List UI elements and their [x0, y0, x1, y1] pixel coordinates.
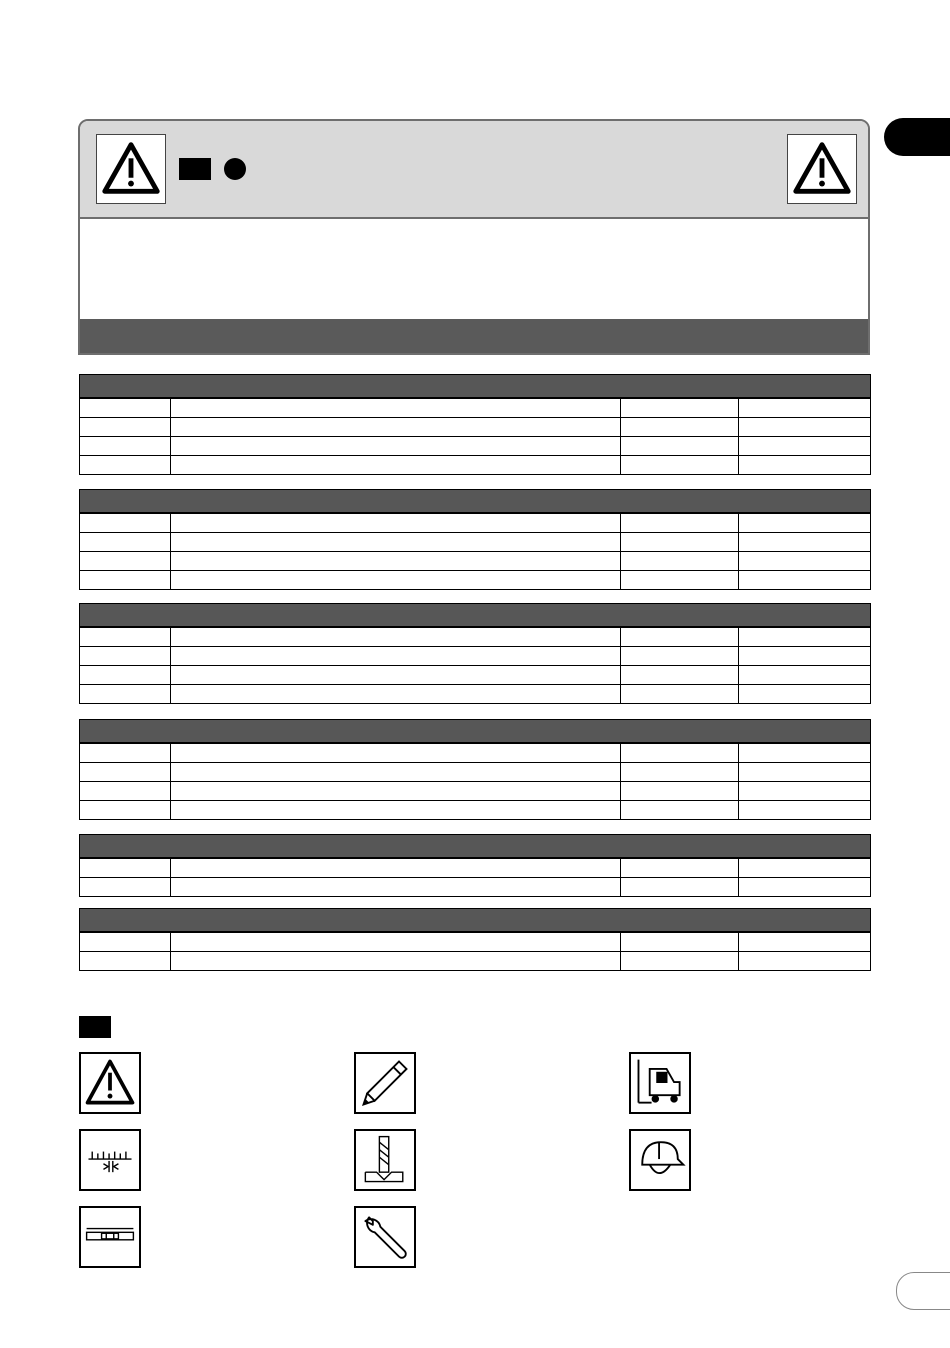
- spec-table-5: [79, 834, 871, 897]
- spec-table-4: [79, 719, 871, 820]
- table-title: [80, 604, 871, 628]
- language-code-box: [179, 158, 211, 180]
- page-number-oval: [896, 1272, 950, 1310]
- table-row: [80, 647, 871, 666]
- table-row: [80, 858, 871, 878]
- table-row: [80, 552, 871, 571]
- table-title: [80, 375, 871, 399]
- warning-footer-bar: [80, 319, 868, 353]
- pencil-icon: [354, 1052, 416, 1114]
- table-row: [80, 763, 871, 782]
- table-row: [80, 666, 871, 685]
- table-row: [80, 782, 871, 801]
- table-row: [80, 418, 871, 437]
- legend-language-box: [79, 1016, 111, 1038]
- drill-bit-icon: [354, 1129, 416, 1191]
- table-title: [80, 909, 871, 933]
- table-row: [80, 878, 871, 897]
- wrench-icon: [354, 1206, 416, 1268]
- table-row: [80, 571, 871, 590]
- language-dot: [224, 158, 246, 180]
- warning-panel: [78, 119, 870, 355]
- warning-triangle-icon: [787, 134, 857, 204]
- forklift-icon: [629, 1052, 691, 1114]
- table-title: [80, 835, 871, 859]
- table-row: [80, 627, 871, 647]
- table-row: [80, 398, 871, 418]
- spec-table-3: [79, 603, 871, 704]
- spirit-level-icon: [79, 1206, 141, 1268]
- table-row: [80, 456, 871, 475]
- language-tab: [884, 118, 950, 156]
- warning-triangle-icon: [96, 134, 166, 204]
- table-title: [80, 490, 871, 514]
- table-title: [80, 720, 871, 744]
- table-row: [80, 801, 871, 820]
- measurement-tolerance-icon: [79, 1129, 141, 1191]
- table-row: [80, 533, 871, 552]
- table-row: [80, 437, 871, 456]
- warning-header: [80, 121, 868, 219]
- table-row: [80, 952, 871, 971]
- table-row: [80, 932, 871, 952]
- safety-helmet-icon: [629, 1129, 691, 1191]
- warning-triangle-icon: [79, 1052, 141, 1114]
- spec-table-1: [79, 374, 871, 475]
- table-row: [80, 685, 871, 704]
- table-row: [80, 743, 871, 763]
- spec-table-6: [79, 908, 871, 971]
- spec-table-2: [79, 489, 871, 590]
- table-row: [80, 513, 871, 533]
